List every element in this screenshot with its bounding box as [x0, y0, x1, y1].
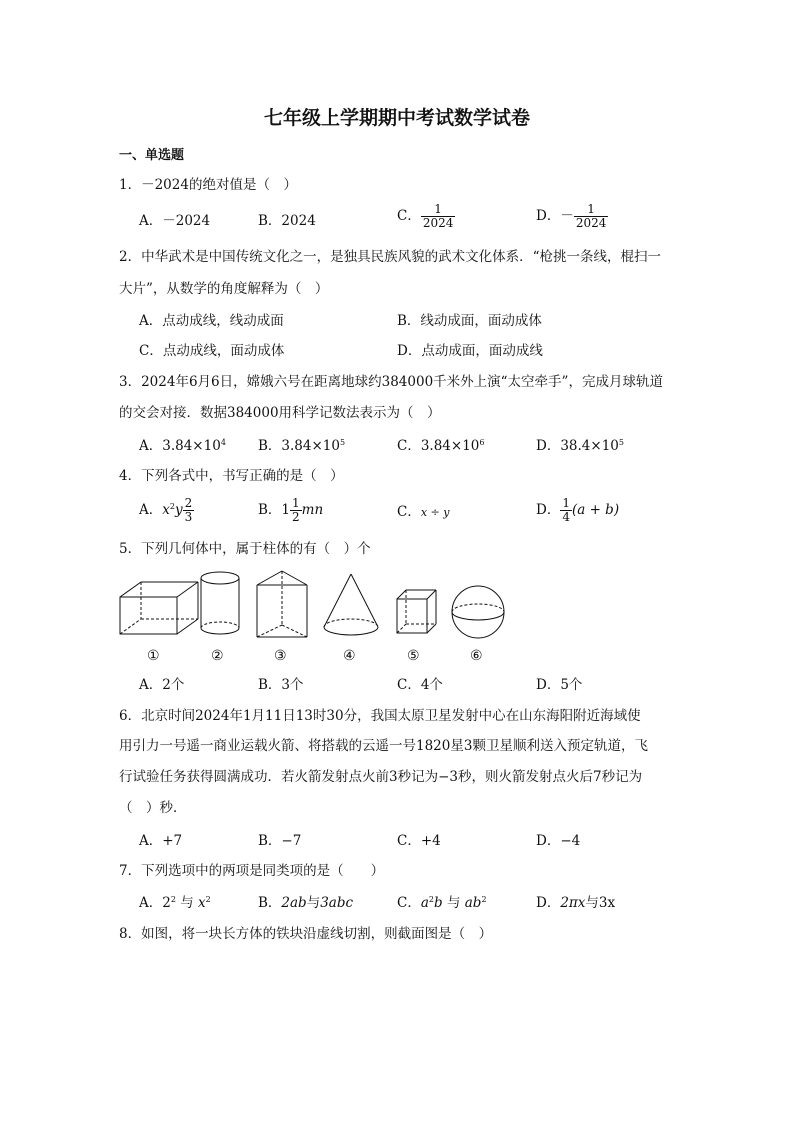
page-title: 七年级上学期期中考试数学试卷 [263, 107, 530, 129]
figure-label-1: ① [147, 648, 160, 664]
q1-stem: 1．－2024的绝对值是（ ） [119, 177, 297, 193]
figure-label-5: ⑤ [407, 648, 420, 664]
q6-option-d: D．−4 [536, 833, 581, 849]
figure-label-4: ④ [343, 648, 356, 664]
q5-option-d: D．5个 [536, 677, 583, 693]
q6-stem-line4: （ ）秒． [119, 800, 187, 816]
q1-option-c: C． $\frac{1}{2024}$ [397, 202, 454, 230]
q7-stem: 7．下列选项中的两项是同类项的是（ ） [119, 863, 385, 879]
q7-option-c: C．$a^2b$ 与 $ab^2$ [397, 895, 487, 911]
q3-option-a: A．$3.84\times 10^4$ [139, 438, 226, 454]
q5-stem: 5．下列几何体中，属于柱体的有（ ）个 [119, 541, 371, 557]
triangular-prism-figure [257, 571, 307, 637]
q8-stem: 8．如图，将一块长方体的铁块沿虚线切割，则截面图是（ ） [119, 926, 493, 942]
q1-d-fraction: $\frac{1}{2024}$ [575, 202, 607, 230]
q4-option-d: D． $\frac{1}{4}$ (a + b) [536, 496, 620, 524]
section-heading: 一、单选题 [119, 148, 185, 163]
q6-option-b: B．−7 [258, 833, 302, 849]
figure-label-6: ⑥ [470, 648, 483, 664]
q3-stem-line2: 的交会对接．数据384000用科学记数法表示为（ ） [119, 405, 441, 421]
q3-option-b: B．$3.84\times 10^5$ [258, 438, 346, 454]
q7-option-a: A．$2^2$ 与 $x^2$ [139, 895, 211, 911]
q4-d-fraction: $\frac{1}{4}$ [562, 496, 570, 524]
q4-b-fraction: $\frac{1}{2}$ [292, 496, 300, 524]
q1-c-fraction: $\frac{1}{2024}$ [422, 202, 454, 230]
q7-option-d: D．2πx与3x [536, 895, 616, 911]
cylinder-figure [201, 572, 239, 634]
q2-option-a: A．点动成线，线动成面 [139, 313, 284, 329]
q3-stem-line1: 3．2024年6月6日，嫦娥六号在距离地球约384000千米外上演“太空牵手”，完成月球轨道 [119, 374, 663, 390]
q4-option-c: C．x ÷ y [397, 504, 450, 520]
q6-stem-line1: 6．北京时间2024年1月11日13时30分，我国太原卫星发射中心在山东海阳附近海域使 [119, 708, 641, 724]
q4-option-b: B．1 $\frac{1}{2}$ mn [258, 496, 324, 524]
q5-option-b: B．3个 [258, 677, 304, 693]
q4-option-a: A．$x^2y$ $\frac{2}{3}$ [139, 496, 193, 524]
figure-label-3: ③ [274, 648, 287, 664]
q4-stem: 4．下列各式中，书写正确的是（ ） [119, 468, 344, 484]
q3-option-d: D．$38.4\times 10^5$ [536, 438, 624, 454]
q1-option-a: A．－2024 [139, 213, 211, 229]
solid-figures [114, 565, 514, 645]
q3-option-c: C．$3.84\times 10^6$ [397, 438, 485, 454]
cone-figure [324, 574, 378, 635]
sphere-figure [452, 586, 504, 638]
q6-stem-line2: 用引力一号遥一商业运载火箭、将搭载的云遥一号1820星3颗卫星顺利送入预定轨道，飞 [119, 738, 648, 754]
q1-option-b: B．2024 [258, 213, 316, 229]
cuboid-figure [120, 582, 198, 634]
q5-option-c: C．4个 [397, 677, 443, 693]
q2-stem-line1: 2．中华武术是中国传统文化之一，是独具民族风貌的武术文化体系．“枪挑一条线，棍扫一 [119, 249, 661, 265]
q2-stem-line2: 大片”，从数学的角度解释为（ ） [119, 281, 329, 297]
cube-figure [397, 590, 436, 633]
q6-option-c: C．+4 [397, 833, 441, 849]
q6-option-a: A．+7 [139, 833, 183, 849]
q5-option-a: A．2个 [139, 677, 185, 693]
q7-option-b: B．2ab与3abc [258, 895, 354, 911]
q2-option-c: C．点动成线，面动成体 [139, 343, 285, 359]
q2-option-b: B．线动成面，面动成体 [397, 313, 542, 329]
figure-label-2: ② [211, 648, 224, 664]
q6-stem-line3: 行试验任务获得圆满成功．若火箭发射点火前3秒记为−3秒，则火箭发射点火后7秒记为 [119, 769, 643, 785]
q1-option-d: D．－ $\frac{1}{2024}$ [536, 202, 607, 230]
q4-a-fraction: $\frac{2}{3}$ [184, 496, 193, 524]
q2-option-d: D．点动成面，面动成线 [397, 343, 543, 359]
